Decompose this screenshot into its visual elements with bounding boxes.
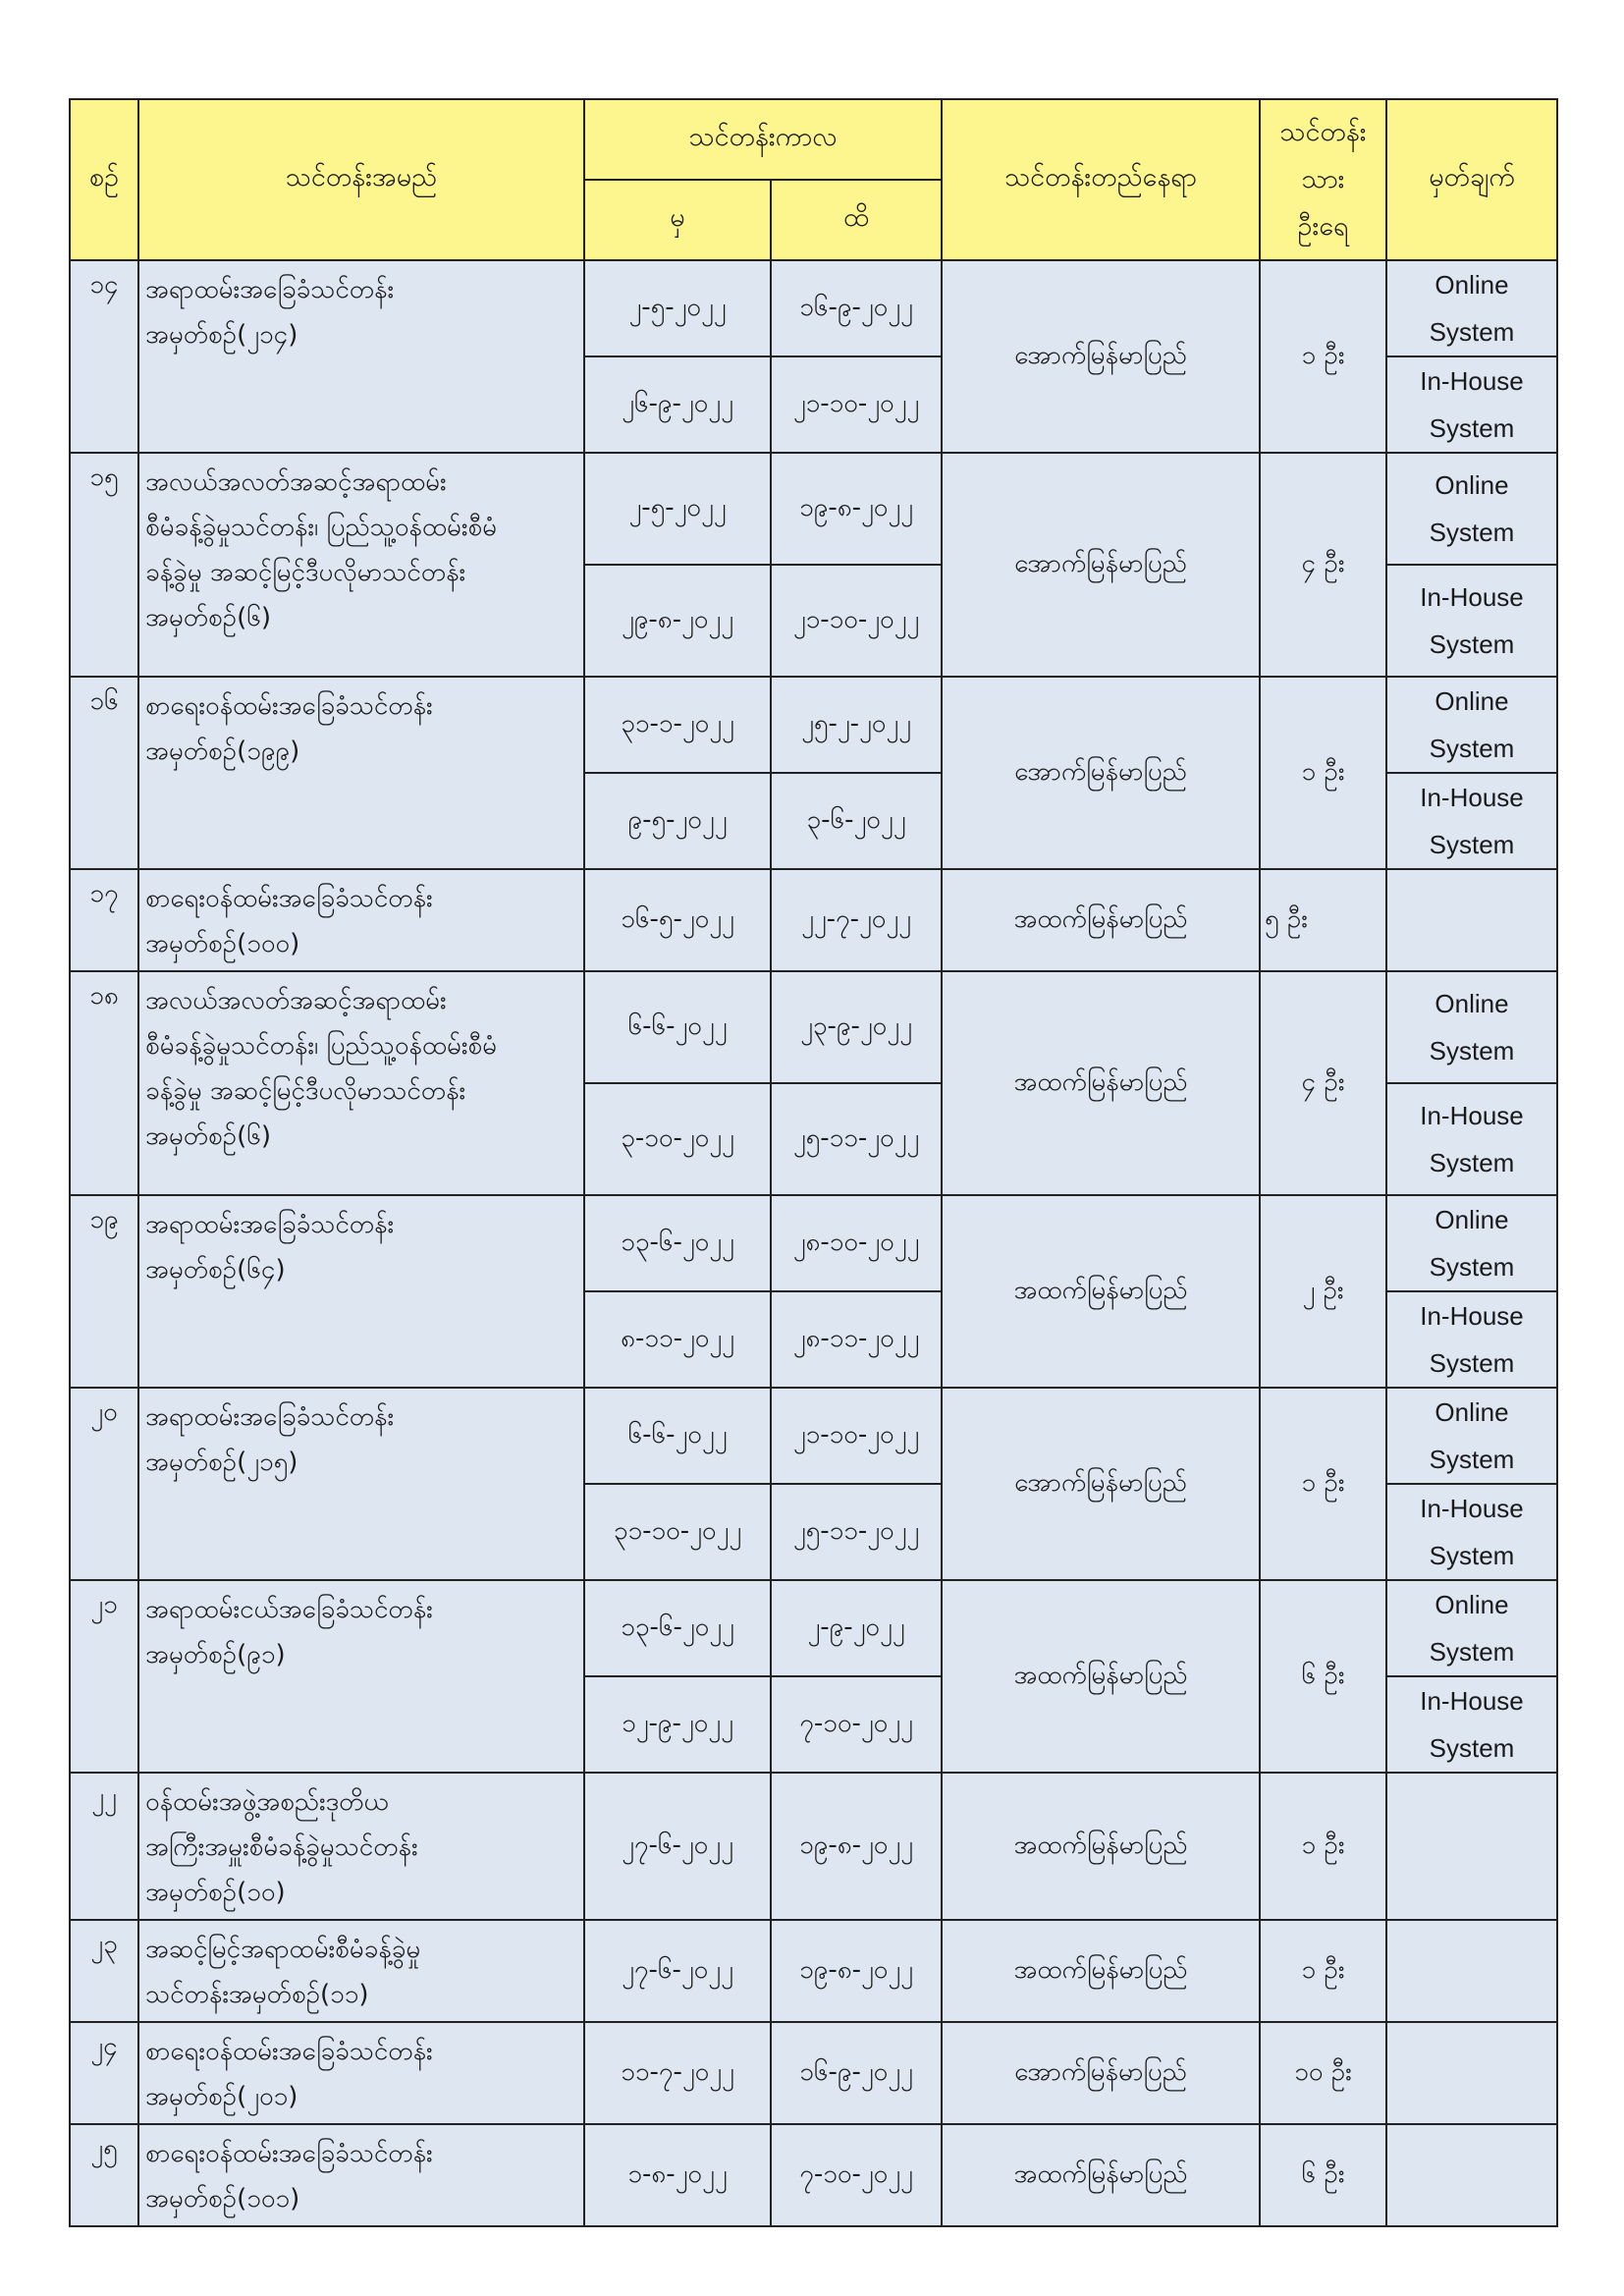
remark-in-house-system: In-House System <box>1387 1290 1556 1387</box>
remark-cell <box>1386 971 1557 1195</box>
date-from: ၂၉-၈-၂၀၂၂ <box>584 565 771 677</box>
remark-cell <box>1386 869 1557 971</box>
header-count: သင်တန်း သား ဦးရေ <box>1260 99 1386 260</box>
table-header <box>70 99 1557 260</box>
table-row <box>70 453 1557 565</box>
date-from: ၂-၅-၂၀၂၂ <box>584 260 771 356</box>
remark-in-house-system: In-House System <box>1387 772 1556 868</box>
course-location: အထက်မြန်မာပြည် <box>942 971 1260 1195</box>
date-to: ၁၉-၈-၂၀၂၂ <box>771 1920 942 2022</box>
row-number: ၁၉ <box>70 1195 138 1388</box>
course-name: စာရေးဝန်ထမ်းအခြေခံသင်တန်း အမှတ်စဉ်(၁၀၀) <box>138 869 584 971</box>
course-location: အထက်မြန်မာပြည် <box>942 1580 1260 1773</box>
remark-online-system: Online System <box>1429 470 1515 547</box>
course-location: အထက်မြန်မာပြည် <box>942 2124 1260 2226</box>
trainee-count: ၁ ဦး <box>1260 1920 1386 2022</box>
date-from: ၆-၆-၂၀၂၂ <box>584 971 771 1083</box>
date-to: ၂၅-၁၁-၂၀၂၂ <box>771 1484 942 1580</box>
date-to: ၂၅-၂-၂၀၂၂ <box>771 677 942 773</box>
row-number: ၂၂ <box>70 1773 138 1920</box>
date-from: ၂၆-၉-၂၀၂၂ <box>584 356 771 453</box>
course-name: စာရေးဝန်ထမ်းအခြေခံသင်တန်း အမှတ်စဉ်(၂၀၁) <box>138 2022 584 2124</box>
trainee-count: ၁ ဦး <box>1260 1773 1386 1920</box>
remark-cell <box>1386 2022 1557 2124</box>
date-from: ၁၃-၆-၂၀၂၂ <box>584 1195 771 1291</box>
date-from: ၁၁-၇-၂၀၂၂ <box>584 2022 771 2124</box>
date-from: ၁-၈-၂၀၂၂ <box>584 2124 771 2226</box>
date-from: ၆-၆-၂၀၂၂ <box>584 1388 771 1484</box>
course-name: စာရေးဝန်ထမ်းအခြေခံသင်တန်း အမှတ်စဉ်(၁၉၉) <box>138 677 584 869</box>
remark-cell <box>1386 677 1557 869</box>
header-remark: မှတ်ချက် <box>1386 99 1557 260</box>
table-row <box>70 677 1557 773</box>
remark-cell <box>1386 1580 1557 1773</box>
course-location: အောက်မြန်မာပြည် <box>942 260 1260 453</box>
course-location: အောက်မြန်မာပြည် <box>942 2022 1260 2124</box>
remark-in-house-system: In-House System <box>1387 1675 1556 1772</box>
date-from: ၃-၁၀-၂၀၂၂ <box>584 1083 771 1195</box>
date-to: ၂၈-၁၁-၂၀၂၂ <box>771 1291 942 1388</box>
trainee-count: ၄ ဦး <box>1260 971 1386 1195</box>
row-number: ၂၀ <box>70 1388 138 1580</box>
remark-in-house-system: In-House System <box>1387 1082 1556 1194</box>
course-name: အရာထမ်းအခြေခံသင်တန်း အမှတ်စဉ်(၂၁၅) <box>138 1388 584 1580</box>
trainee-count: ၄ ဦး <box>1260 453 1386 677</box>
remark-online-system: Online System <box>1429 989 1515 1066</box>
date-from: ၁၆-၅-၂၀၂၂ <box>584 869 771 971</box>
row-number: ၁၆ <box>70 677 138 869</box>
header-from: မှ <box>584 180 771 260</box>
header-period: သင်တန်းကာလ <box>584 99 942 180</box>
date-to: ၇-၁၀-၂၀၂၂ <box>771 1676 942 1773</box>
course-location: အထက်မြန်မာပြည် <box>942 1195 1260 1388</box>
row-number: ၂၅ <box>70 2124 138 2226</box>
table-row <box>70 971 1557 1083</box>
row-number: ၁၅ <box>70 453 138 677</box>
remark-in-house-system: In-House System <box>1387 1483 1556 1579</box>
date-to: ၂၈-၁၀-၂၀၂၂ <box>771 1195 942 1291</box>
remark-cell <box>1386 1920 1557 2022</box>
date-from: ၁၃-၆-၂၀၂၂ <box>584 1580 771 1676</box>
date-to: ၇-၁၀-၂၀၂၂ <box>771 2124 942 2226</box>
remark-list <box>1387 454 1556 676</box>
table-row <box>70 2124 1557 2226</box>
remark-list <box>1387 1389 1556 1579</box>
course-location: အထက်မြန်မာပြည် <box>942 1773 1260 1920</box>
date-to: ၃-၆-၂၀၂၂ <box>771 773 942 869</box>
date-to: ၁၉-၈-၂၀၂၂ <box>771 453 942 565</box>
date-to: ၂၁-၁၀-၂၀၂၂ <box>771 1388 942 1484</box>
remark-list <box>1387 261 1556 452</box>
table-row <box>70 869 1557 971</box>
remark-list <box>1387 1581 1556 1772</box>
date-from: ၁၂-၉-၂၀၂၂ <box>584 1676 771 1773</box>
row-number: ၁၇ <box>70 869 138 971</box>
header-name: သင်တန်းအမည် <box>138 99 584 260</box>
date-from: ၃၁-၁၀-၂၀၂၂ <box>584 1484 771 1580</box>
course-location: အထက်မြန်မာပြည် <box>942 869 1260 971</box>
date-from: ၃၁-၁-၂၀၂၂ <box>584 677 771 773</box>
remark-cell <box>1386 260 1557 453</box>
row-number: ၁၈ <box>70 971 138 1195</box>
remark-cell <box>1386 1195 1557 1388</box>
training-schedule-sheet <box>69 98 1556 2227</box>
remark-list <box>1387 972 1556 1194</box>
remark-cell <box>1386 1388 1557 1580</box>
training-schedule-table <box>69 98 1558 2227</box>
remark-online-system: Online System <box>1429 1590 1515 1667</box>
date-to: ၂-၉-၂၀၂၂ <box>771 1580 942 1676</box>
course-name: အလယ်အလတ်အဆင့်အရာထမ်း စီမံခန့်ခွဲမှုသင်တန်း၊ ပြည်သူ့ဝန်ထမ်းစီမံ ခန့်ခွဲမှု အဆင့်မြင့်ဒီပလိုမာသင်တန်း အမှတ်စဉ်(၆) <box>138 971 584 1195</box>
table-row <box>70 1388 1557 1484</box>
remark-online-system: Online System <box>1429 686 1515 763</box>
trainee-count: ၁ ဦး <box>1260 1388 1386 1580</box>
remark-in-house-system: In-House System <box>1387 355 1556 452</box>
row-number: ၁၄ <box>70 260 138 453</box>
table-row <box>70 1920 1557 2022</box>
date-to: ၂၁-၁၀-၂၀၂၂ <box>771 565 942 677</box>
table-row <box>70 2022 1557 2124</box>
course-name: အလယ်အလတ်အဆင့်အရာထမ်း စီမံခန့်ခွဲမှုသင်တန်း၊ ပြည်သူ့ဝန်ထမ်းစီမံ ခန့်ခွဲမှု အဆင့်မြင့်ဒီပလိုမာသင်တန်း အမှတ်စဉ်(၆) <box>138 453 584 677</box>
table-row <box>70 1773 1557 1920</box>
course-name: စာရေးဝန်ထမ်းအခြေခံသင်တန်း အမှတ်စဉ်(၁၀၁) <box>138 2124 584 2226</box>
date-to: ၁၉-၈-၂၀၂၂ <box>771 1773 942 1920</box>
course-location: အောက်မြန်မာပြည် <box>942 453 1260 677</box>
date-to: ၂၂-၇-၂၀၂၂ <box>771 869 942 971</box>
header-place: သင်တန်းတည်နေရာ <box>942 99 1260 260</box>
trainee-count: ၆ ဦး <box>1260 1580 1386 1773</box>
trainee-count: ၁၀ ဦး <box>1260 2022 1386 2124</box>
row-number: ၂၁ <box>70 1580 138 1773</box>
date-to: ၁၆-၉-၂၀၂၂ <box>771 2022 942 2124</box>
trainee-count: ၆ ဦး <box>1260 2124 1386 2226</box>
date-from: ၈-၁၁-၂၀၂၂ <box>584 1291 771 1388</box>
course-name: အရာထမ်းအခြေခံသင်တန်း အမှတ်စဉ်(၂၁၄) <box>138 260 584 453</box>
trainee-count: ၁ ဦး <box>1260 260 1386 453</box>
date-from: ၂၇-၆-၂၀၂၂ <box>584 1920 771 2022</box>
remark-online-system: Online System <box>1429 270 1515 347</box>
table-body <box>70 260 1557 2226</box>
course-name: ဝန်ထမ်းအဖွဲ့အစည်းဒုတိယ အကြီးအမှူးစီမံခန့်ခွဲမှုသင်တန်း အမှတ်စဉ်(၁၀) <box>138 1773 584 1920</box>
date-from: ၉-၅-၂၀၂၂ <box>584 773 771 869</box>
date-to: ၂၃-၉-၂၀၂၂ <box>771 971 942 1083</box>
remark-in-house-system: In-House System <box>1387 564 1556 676</box>
table-row <box>70 1580 1557 1676</box>
date-to: ၁၆-၉-၂၀၂၂ <box>771 260 942 356</box>
table-row <box>70 1195 1557 1291</box>
course-name: အရာထမ်းငယ်အခြေခံသင်တန်း အမှတ်စဉ်(၉၁) <box>138 1580 584 1773</box>
remark-list <box>1387 1196 1556 1387</box>
row-number: ၂၃ <box>70 1920 138 2022</box>
date-from: ၂၇-၆-၂၀၂၂ <box>584 1773 771 1920</box>
remark-cell <box>1386 1773 1557 1920</box>
remark-online-system: Online System <box>1429 1205 1515 1282</box>
date-to: ၂၁-၁၀-၂၀၂၂ <box>771 356 942 453</box>
date-to: ၂၅-၁၁-၂၀၂၂ <box>771 1083 942 1195</box>
trainee-count: ၅ ဦး <box>1260 869 1386 971</box>
remark-list <box>1387 678 1556 868</box>
course-name: အဆင့်မြင့်အရာထမ်းစီမံခန့်ခွဲမှု သင်တန်းအမှတ်စဉ်(၁၁) <box>138 1920 584 2022</box>
table-row <box>70 260 1557 356</box>
header-to: ထိ <box>771 180 942 260</box>
remark-cell <box>1386 2124 1557 2226</box>
header-no: စဉ် <box>70 99 138 260</box>
remark-online-system: Online System <box>1429 1397 1515 1474</box>
course-location: အထက်မြန်မာပြည် <box>942 1920 1260 2022</box>
row-number: ၂၄ <box>70 2022 138 2124</box>
course-name: အရာထမ်းအခြေခံသင်တန်း အမှတ်စဉ်(၆၄) <box>138 1195 584 1388</box>
course-location: အောက်မြန်မာပြည် <box>942 1388 1260 1580</box>
remark-cell <box>1386 453 1557 677</box>
date-from: ၂-၅-၂၀၂၂ <box>584 453 771 565</box>
course-location: အောက်မြန်မာပြည် <box>942 677 1260 869</box>
trainee-count: ၁ ဦး <box>1260 677 1386 869</box>
trainee-count: ၂ ဦး <box>1260 1195 1386 1388</box>
